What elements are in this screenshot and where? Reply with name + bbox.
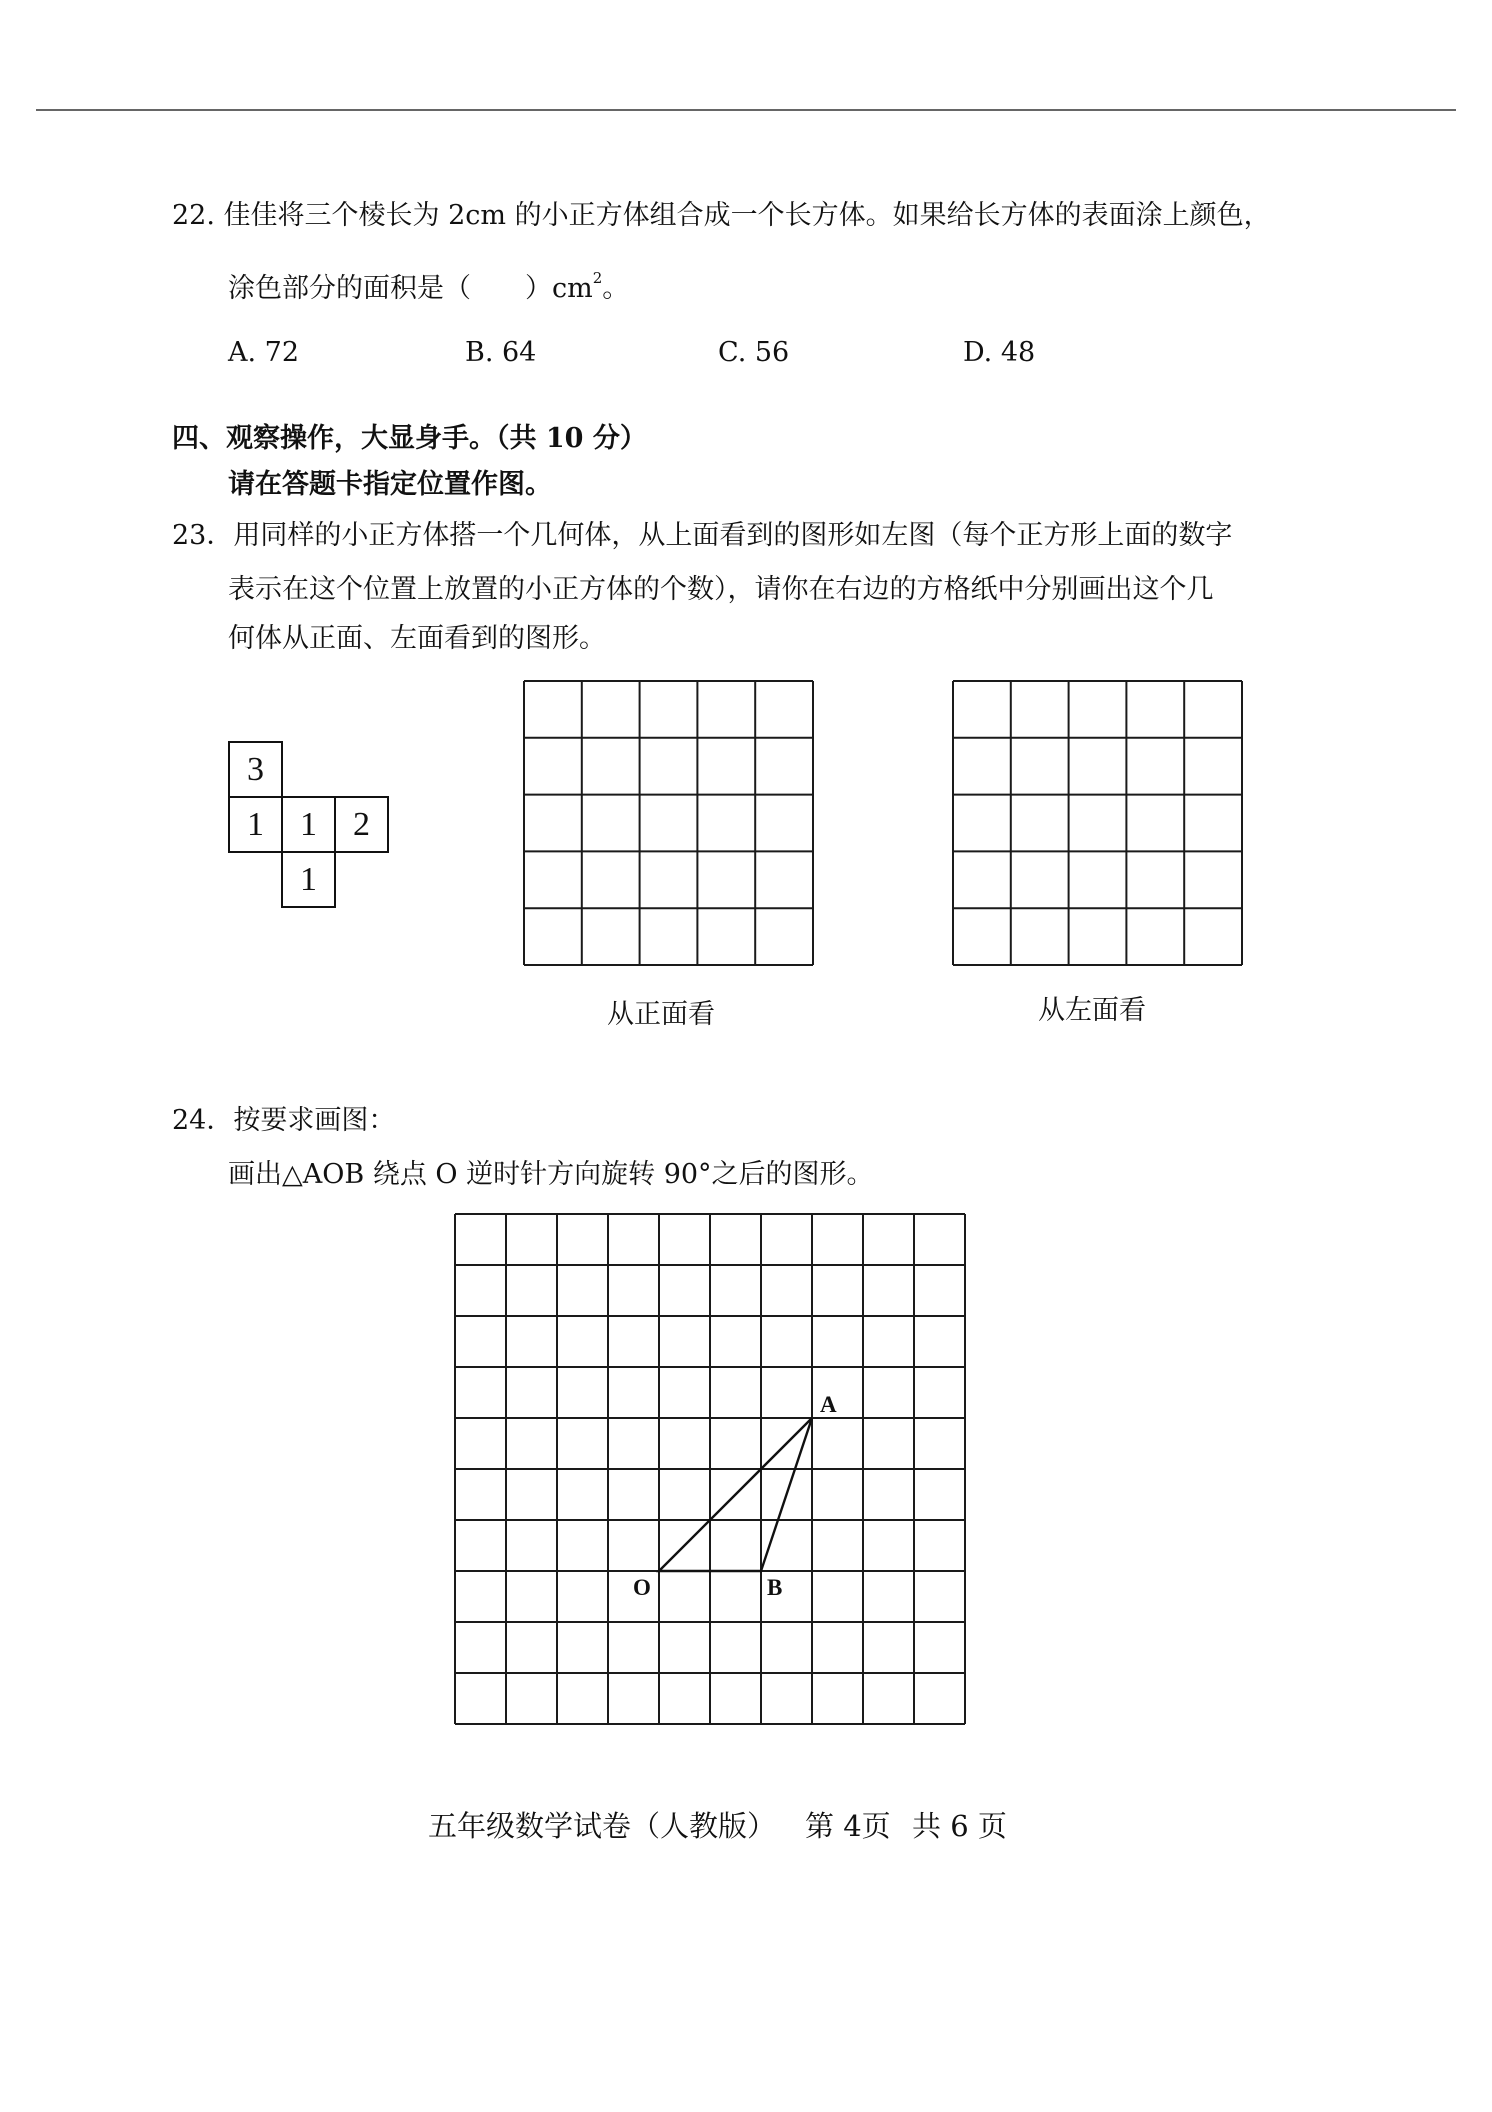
q22-line2-text: 涂色部分的面积是（ ）cm: [228, 273, 593, 304]
point-o-label: O: [633, 1575, 651, 1600]
point-a-label: A: [820, 1392, 837, 1417]
q22-line2-end: 。: [602, 273, 630, 304]
top-view-cell: 2: [334, 796, 389, 853]
footer-exam-title: 五年级数学试卷（人教版）: [428, 1809, 777, 1843]
q23-line1: 23．用同样的小正方体搭一个几何体，从上面看到的图形如左图（每个正方形上面的数字: [172, 520, 1233, 551]
top-rule: [36, 109, 1456, 111]
triangle-aob: [659, 1418, 812, 1571]
section4-heading: 四、观察操作，大显身手。（共 10 分）: [172, 423, 647, 454]
section4-note: 请在答题卡指定位置作图。: [228, 469, 552, 500]
q22-option-d: D. 48: [963, 337, 1036, 368]
front-view-label: 从正面看: [607, 999, 715, 1030]
top-view-cell: 1: [228, 796, 283, 853]
left-view-grid: [953, 681, 1242, 965]
point-b-label: B: [767, 1575, 783, 1600]
q22-unit-exponent: 2: [592, 269, 603, 287]
q24-title: 24．按要求画图：: [172, 1105, 396, 1136]
front-view-grid: [524, 681, 813, 965]
q22-line2: [228, 269, 630, 304]
top-view-cell: 1: [281, 851, 336, 908]
rotation-grid: [455, 1214, 965, 1724]
q22-option-b: B. 64: [465, 337, 537, 368]
left-view-label: 从左面看: [1038, 995, 1146, 1026]
q22-option-c: C. 56: [718, 337, 790, 368]
footer-page-number: 第 4页: [805, 1809, 891, 1843]
top-view-cell: 1: [281, 796, 336, 853]
q22-option-a: A. 72: [228, 337, 300, 368]
q24-instruction: 画出△AOB 绕点 O 逆时针方向旋转 90°之后的图形。: [228, 1159, 874, 1190]
top-view-cell: 3: [228, 741, 283, 798]
q23-line2: 表示在这个位置上放置的小正方体的个数），请你在右边的方格纸中分别画出这个几: [228, 574, 1214, 605]
footer-total-pages: 共 6 页: [912, 1809, 1007, 1843]
q22-line1: 22. 佳佳将三个棱长为 2cm 的小正方体组合成一个长方体。如果给长方体的表面涂上颜色，: [172, 200, 1271, 231]
q23-line3: 何体从正面、左面看到的图形。: [228, 623, 606, 654]
